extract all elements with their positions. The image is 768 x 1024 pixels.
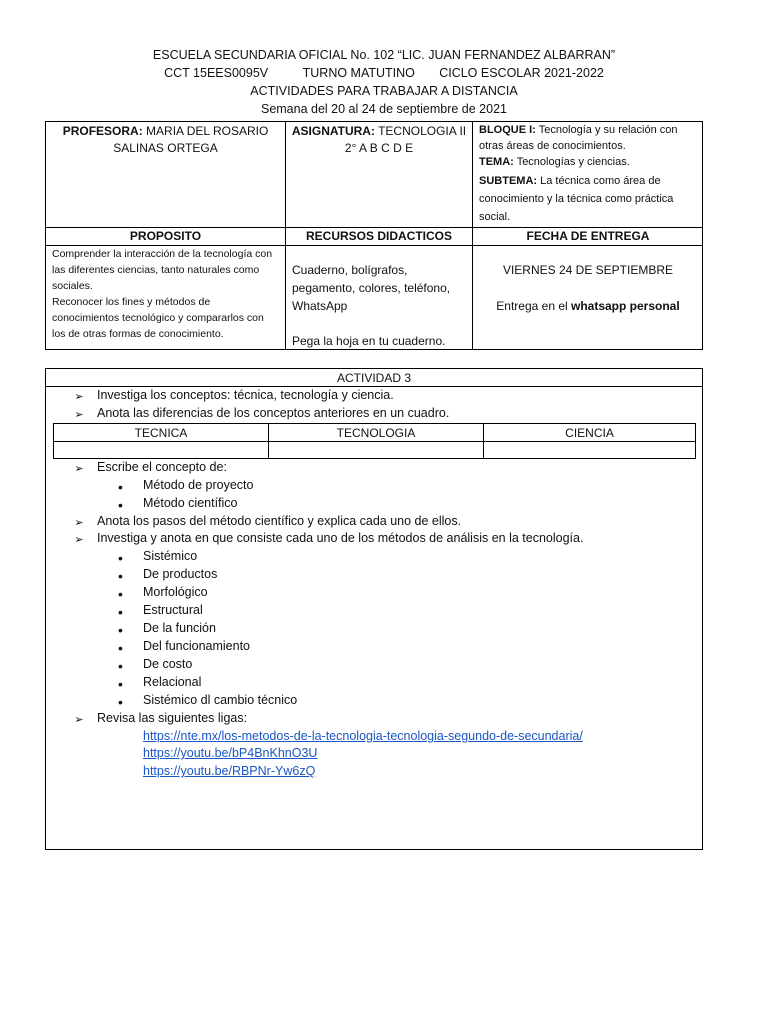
fecha-cell bbox=[473, 246, 703, 350]
document-header bbox=[0, 46, 768, 118]
cct-line: CCT 15EES0095V TURNO MATUTINO CICLO ESCOLAR 2021-2022 bbox=[164, 66, 604, 80]
dot-bullet-icon: • bbox=[118, 550, 123, 566]
dot-bullet-icon: • bbox=[118, 604, 123, 620]
empty-cell bbox=[54, 442, 269, 459]
proposito-text-2: Reconocer los fines y métodos de conocimientos tecnológico y compararlos con los de otras formas de conocimiento. bbox=[52, 296, 264, 340]
resource-link[interactable]: https://youtu.be/bP4BnKhnO3U bbox=[143, 746, 318, 760]
method-item: De costo bbox=[143, 657, 193, 671]
arrow-bullet-icon: ➢ bbox=[74, 391, 84, 403]
school-name: ESCUELA SECUNDARIA OFICIAL No. 102 “LIC. JUAN FERNANDEZ ALBARRAN” bbox=[152, 48, 616, 62]
entrega-line bbox=[473, 297, 703, 315]
recursos-cell bbox=[286, 246, 473, 350]
bloque-label: BLOQUE I: bbox=[479, 124, 536, 136]
dot-bullet-icon: • bbox=[118, 676, 123, 692]
entrega-prefix: Entrega en el bbox=[496, 299, 571, 313]
activity-item-4: Anota los pasos del método científico y explica cada uno de ellos. bbox=[97, 514, 462, 528]
recursos-note: Pega la hoja en tu cuaderno. bbox=[292, 334, 446, 348]
activity-box bbox=[45, 368, 703, 850]
subtema-label: SUBTEMA: bbox=[479, 175, 538, 187]
subtema-value: La técnica como área de conocimiento y la técnica como práctica social. bbox=[479, 175, 674, 223]
arrow-bullet-icon: ➢ bbox=[74, 517, 84, 529]
asignatura-cell bbox=[286, 122, 473, 228]
dot-bullet-icon: • bbox=[118, 622, 123, 638]
recursos-text: Cuaderno, bolígrafos, pegamento, colores, teléfono, WhatsApp bbox=[292, 263, 451, 313]
week-line: Semana del 20 al 24 de septiembre de 2021 bbox=[260, 102, 507, 116]
proposito-text-1: Comprender la interacción de la tecnología con las diferentes ciencias, tanto naturales como sociales. bbox=[52, 248, 273, 292]
dot-bullet-icon: • bbox=[118, 497, 123, 513]
bloque-cell bbox=[473, 122, 703, 228]
method-item: Estructural bbox=[143, 603, 203, 617]
empty-cell bbox=[269, 442, 484, 459]
asignatura-label: ASIGNATURA: bbox=[291, 124, 375, 138]
arrow-bullet-icon: ➢ bbox=[74, 534, 84, 546]
profesora-cell bbox=[46, 122, 286, 228]
arrow-bullet-icon: ➢ bbox=[74, 714, 84, 726]
resource-link[interactable]: https://nte.mx/los-metodos-de-la-tecnologia-tecnologia-segundo-de-secundaria/ bbox=[143, 729, 583, 743]
fecha-header: FECHA DE ENTREGA bbox=[473, 228, 703, 246]
tema-label: TEMA: bbox=[479, 156, 514, 168]
concept-item: Método científico bbox=[143, 496, 238, 510]
info-table bbox=[45, 121, 703, 350]
resource-link[interactable]: https://youtu.be/RBPNr-Yw6zQ bbox=[143, 764, 316, 778]
concept-item: Método de proyecto bbox=[143, 478, 254, 492]
method-item: De productos bbox=[143, 567, 218, 581]
arrow-bullet-icon: ➢ bbox=[74, 409, 84, 421]
method-item: De la función bbox=[143, 621, 216, 635]
activity-title-row bbox=[46, 369, 702, 387]
recursos-header: RECURSOS DIDACTICOS bbox=[286, 228, 473, 246]
method-item: Del funcionamiento bbox=[143, 639, 251, 653]
dot-bullet-icon: • bbox=[118, 586, 123, 602]
method-item: Sistémico bbox=[143, 549, 198, 563]
bloque-value: Tecnología y su relación con otras áreas de conocimientos. bbox=[479, 124, 678, 152]
profesora-label: PROFESORA: bbox=[62, 124, 143, 138]
dot-bullet-icon: • bbox=[118, 640, 123, 656]
header-ciencia: CIENCIA bbox=[484, 424, 695, 442]
activity-item-5: Investiga y anota en que consiste cada uno de los métodos de análisis en la tecnología. bbox=[97, 531, 584, 545]
method-item: Morfológico bbox=[143, 585, 208, 599]
proposito-cell bbox=[46, 246, 286, 350]
proposito-header: PROPOSITO bbox=[46, 228, 286, 246]
dot-bullet-icon: • bbox=[118, 658, 123, 674]
header-tecnica: TECNICA bbox=[54, 424, 269, 442]
entrega-bold: whatsapp personal bbox=[571, 299, 680, 313]
tema-value: Tecnologías y ciencias. bbox=[516, 156, 630, 168]
activity-title: ACTIVIDAD 3 bbox=[336, 371, 411, 385]
activity-item-3: Escribe el concepto de: bbox=[97, 460, 227, 474]
asignatura-value: TECNOLOGIA II bbox=[378, 124, 467, 138]
dot-bullet-icon: • bbox=[118, 479, 123, 495]
activity-item-1: Investiga los conceptos: técnica, tecnología y ciencia. bbox=[97, 388, 394, 402]
grupos: 2° A B C D E bbox=[344, 141, 414, 155]
profesora-value: MARIA DEL ROSARIO SALINAS ORTEGA bbox=[113, 124, 269, 155]
method-item: Relacional bbox=[143, 675, 202, 689]
activity-item-2: Anota las diferencias de los conceptos anteriores en un cuadro. bbox=[97, 406, 450, 420]
differences-table bbox=[53, 423, 696, 459]
dot-bullet-icon: • bbox=[118, 694, 123, 710]
method-item: Sistémico dl cambio técnico bbox=[143, 693, 298, 707]
dot-bullet-icon: • bbox=[118, 568, 123, 584]
fecha-text: VIERNES 24 DE SEPTIEMBRE bbox=[502, 263, 674, 277]
activity-item-6: Revisa las siguientes ligas: bbox=[97, 711, 248, 725]
header-tecnologia: TECNOLOGIA bbox=[269, 424, 484, 442]
arrow-bullet-icon: ➢ bbox=[74, 463, 84, 475]
activities-title: ACTIVIDADES PARA TRABAJAR A DISTANCIA bbox=[250, 84, 518, 98]
